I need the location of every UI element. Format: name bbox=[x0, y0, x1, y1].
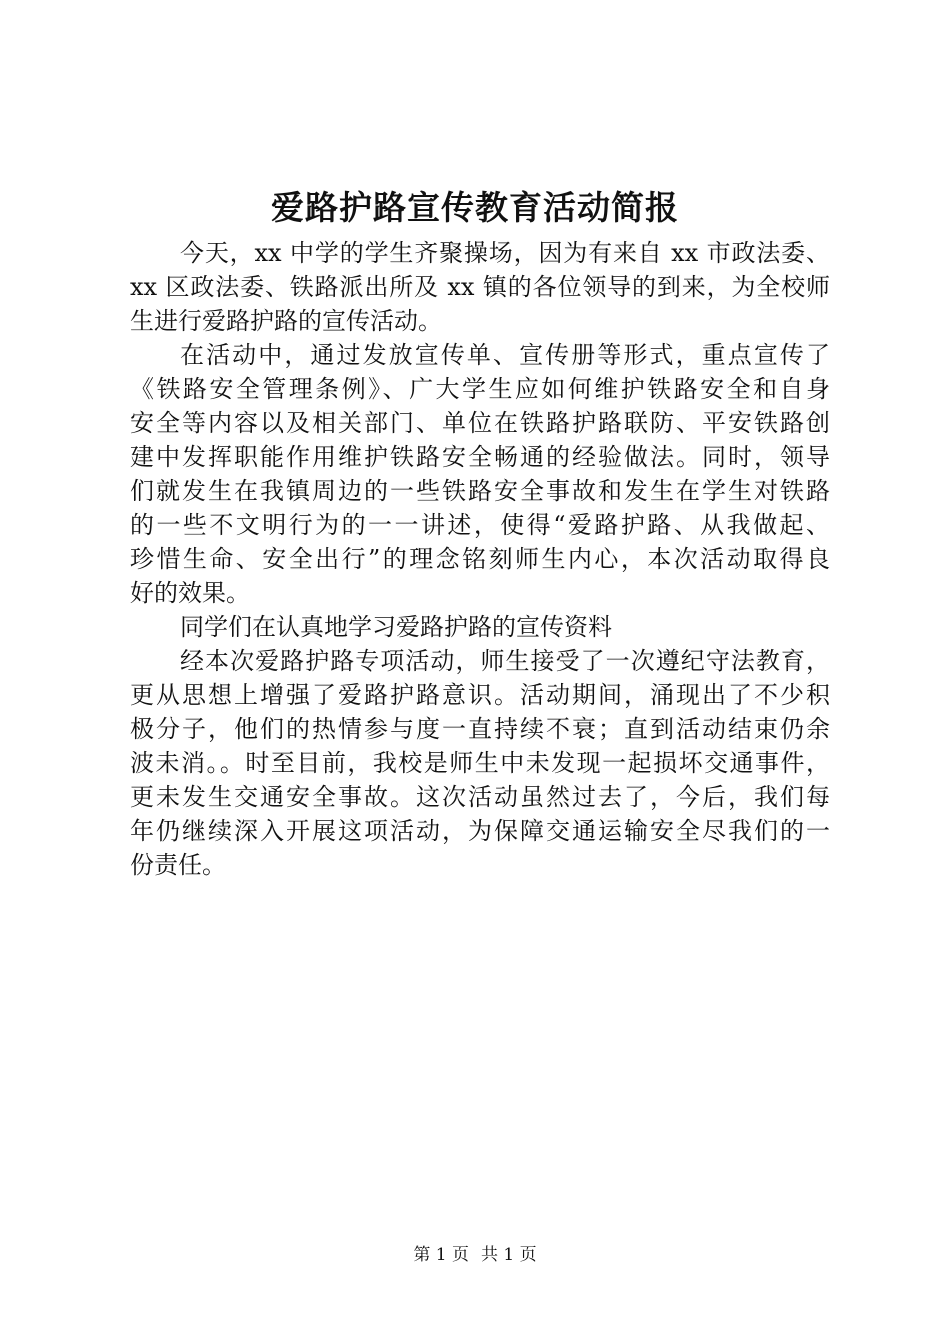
paragraph-2 bbox=[130, 338, 830, 610]
text-line: 份责任。 bbox=[130, 851, 226, 879]
text-line: xx 区政法委、铁路派出所及 xx 镇的各位领导的到来，为全校师 bbox=[130, 273, 830, 301]
text-line: 经本次爱路护路专项活动，师生接受了一次遵纪守法教育， bbox=[180, 647, 830, 675]
text-line: 好的效果。 bbox=[130, 579, 250, 607]
paragraph-1 bbox=[130, 236, 830, 338]
text-line: 年仍继续深入开展这项活动，为保障交通运输安全尽我们的一 bbox=[130, 817, 830, 845]
text-line: 珍惜生命、安全出行”的理念铭刻师生内心，本次活动取得良 bbox=[130, 545, 830, 573]
text-line: 极分子，他们的热情参与度一直持续不衰；直到活动结束仍余 bbox=[130, 715, 830, 743]
text-line: 建中发挥职能作用维护铁路安全畅通的经验做法。同时，领导 bbox=[130, 443, 830, 471]
paragraph-3 bbox=[130, 610, 830, 644]
text-line: 在活动中，通过发放宣传单、宣传册等形式，重点宣传了 bbox=[180, 341, 830, 369]
text-line: 《铁路安全管理条例》、广大学生应如何维护铁路安全和自身 bbox=[130, 375, 830, 403]
text-line: 更未发生交通安全事故。这次活动虽然过去了，今后，我们每 bbox=[130, 783, 830, 811]
text-line: 更从思想上增强了爱路护路意识。活动期间，涌现出了不少积 bbox=[130, 681, 830, 709]
page-number: 第 1 页 bbox=[413, 1245, 469, 1265]
text-line: 生进行爱路护路的宣传活动。 bbox=[130, 307, 442, 335]
text-line: 安全等内容以及相关部门、单位在铁路护路联防、平安铁路创 bbox=[130, 409, 830, 437]
text-line: 们就发生在我镇周边的一些铁路安全事故和发生在学生对铁路 bbox=[130, 477, 830, 505]
text-line: 的一些不文明行为的一一讲述，使得“爱路护路、从我做起、 bbox=[130, 511, 830, 539]
paragraph-4 bbox=[130, 644, 830, 882]
text-line: 波未消。。时至目前，我校是师生中未发现一起损坏交通事件， bbox=[130, 749, 830, 777]
document-title: 爱路护路宣传教育活动简报 bbox=[271, 188, 679, 227]
page-total: 共 1 页 bbox=[481, 1245, 537, 1265]
page-footer bbox=[0, 1243, 950, 1267]
text-line: 今天，xx 中学的学生齐聚操场，因为有来自 xx 市政法委、 bbox=[180, 239, 830, 267]
document-body bbox=[130, 236, 830, 882]
text-line: 同学们在认真地学习爱路护路的宣传资料 bbox=[180, 613, 612, 641]
